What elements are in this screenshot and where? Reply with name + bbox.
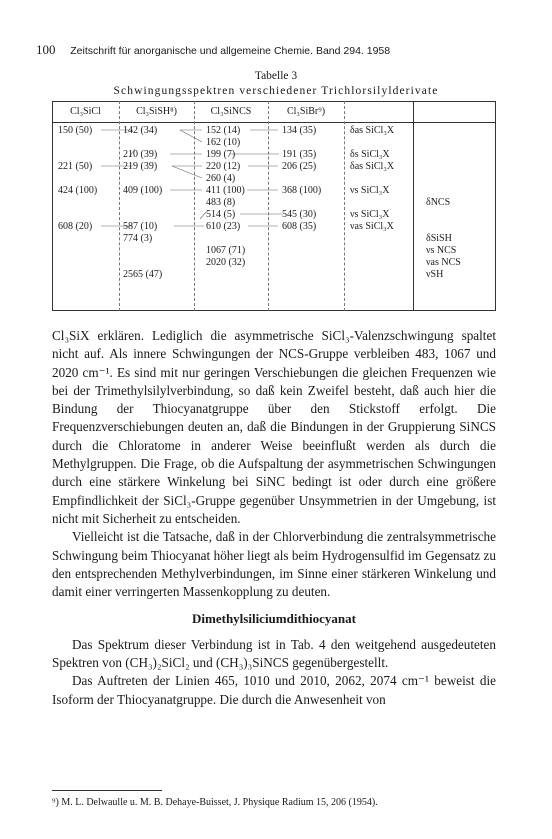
table-cell: 152 (14)	[206, 125, 241, 136]
correlation-line	[172, 166, 202, 178]
table-cell: 220 (12)	[206, 161, 241, 172]
table-cell: 409 (100)	[123, 185, 163, 196]
paragraph: Das Spektrum dieser Verbindung ist in Tab. 4 den weitgehend ausgedeuteten Spektren von (CH₃)₂SiCl₂ und (CH₃)₃SiNCS gegenübergestellt.	[52, 636, 496, 671]
table-cell: 483 (8)	[206, 197, 236, 208]
table-cell: δas SiCl₃X	[350, 125, 395, 136]
table-cell: δs SiCl₃X	[350, 149, 390, 160]
column-header: Cl₃SiSH⁸)	[136, 106, 177, 117]
table-cell: 199 (7)	[206, 149, 236, 160]
table-cell: νs NCS	[426, 245, 457, 256]
table-cell: δas SiCl₃X	[350, 161, 395, 172]
column-header: Cl₃SiBr⁹)	[286, 106, 326, 117]
table-cell: 1067 (71)	[206, 245, 246, 256]
table-cell: 221 (50)	[58, 161, 93, 172]
spectra-table	[52, 101, 496, 311]
page-number: 100	[36, 42, 56, 57]
table-cell: νas SiCl₃X	[350, 221, 394, 232]
table-cell: 134 (35)	[282, 125, 317, 136]
table-cell: 608 (35)	[282, 221, 317, 232]
table-cell: 368 (100)	[282, 185, 322, 196]
table-cell: 587 (10)	[123, 221, 158, 232]
paragraph: Vielleicht ist die Tatsache, daß in der Chlorverbindung die zentralsymmetrische Schwingung beim Thiocyanat höher liegt als beim Hydrogensulfid im Gegensatz zu den entsprechenden Methylverbindungen, im Sinne einer stärkeren Winkelung und damit einer verringerten Massenkopplung zu deuten.	[52, 529, 496, 600]
column-header: Cl₃SiCl	[70, 106, 101, 117]
table-cell: νs SiCl₃X	[350, 185, 390, 196]
correlation-line	[180, 130, 202, 142]
table-cell: 608 (20)	[58, 221, 93, 232]
footnote: ⁹) M. L. Delwaulle u. M. B. Dehaye-Buisset, J. Physique Radium 15, 206 (1954).	[52, 797, 378, 808]
table-cell: 210 (39)	[123, 149, 158, 160]
table-cell: 162 (10)	[206, 137, 241, 148]
table-cell: δSiSH	[426, 233, 452, 244]
table-cell: δNCS	[426, 197, 451, 208]
column-header: Cl₃SiNCS	[210, 106, 252, 117]
table-cell: 2020 (32)	[206, 257, 246, 268]
table-cell: 150 (50)	[58, 125, 93, 136]
table-cell: 142 (34)	[123, 125, 158, 136]
table-cell: 191 (35)	[282, 149, 317, 160]
section-heading: Dimethylsiliciumdithiocyanat	[192, 611, 356, 627]
table-cell: 610 (23)	[206, 221, 241, 232]
table-cell: νs SiCl₃X	[350, 209, 390, 220]
paragraph: Cl₃SiX erklären. Lediglich die asymmetrische SiCl₃-Valenzschwingung spaltet nicht auf. Als innere Schwingungen der NCS-Gruppe verbleiben 483, 1067 und 2020 cm⁻¹. Es sind mit nur geringen Verschiebungen die gleichen Frequenzen wie bei der Trimethylsilylverbindung, so daß kein Zweifel besteht, daß auch hier die Bindung der Thiocyanatgruppe über den Stickstoff erfolgt. Die Frequenzverschiebungen deuten an, daß die Bindungen in der Gruppierung SiNCS durch die Chloratome in anderer Weise beeinflußt werden als durch die Methylgruppen. Die Frage, ob die Aufspaltung der asymmetrischen Schwingungen durch eine stärkere Winkelung bei SiNC bedingt ist oder durch eine größere Empfindlichkeit der SiCl₃-Gruppe gegenüber Unsymmetrien in der Umgebung, ist nicht mit Sicherheit zu entscheiden.	[52, 328, 496, 526]
table-cell: 2565 (47)	[123, 269, 163, 280]
table-cell: 424 (100)	[58, 185, 98, 196]
footnote-rule	[52, 790, 162, 791]
table-cell: νSH	[426, 269, 444, 280]
table-cell: 411 (100)	[206, 185, 245, 196]
page-header	[36, 42, 511, 58]
table-cell: 219 (39)	[123, 161, 158, 172]
table-cell: 545 (30)	[282, 209, 317, 220]
table-cell: 206 (25)	[282, 161, 317, 172]
table-cell: 514 (5)	[206, 209, 236, 220]
table-label: Tabelle 3	[254, 70, 298, 82]
paragraph: Das Auftreten der Linien 465, 1010 und 2010, 2062, 2074 cm⁻¹ beweist die Isoform der Thiocyanatgruppe. Die durch die Anwesenheit von	[52, 673, 496, 707]
table-caption: Schwingungsspektren verschiedener Trichlorsilylderivate	[113, 85, 439, 97]
table-cell: 774 (3)	[123, 233, 153, 244]
table-cell: νas NCS	[426, 257, 461, 268]
body-text	[52, 327, 496, 709]
table-cell: 260 (4)	[206, 173, 236, 184]
journal-title: Zeitschrift für anorganische und allgemeine Chemie. Band 294. 1958	[70, 45, 391, 57]
